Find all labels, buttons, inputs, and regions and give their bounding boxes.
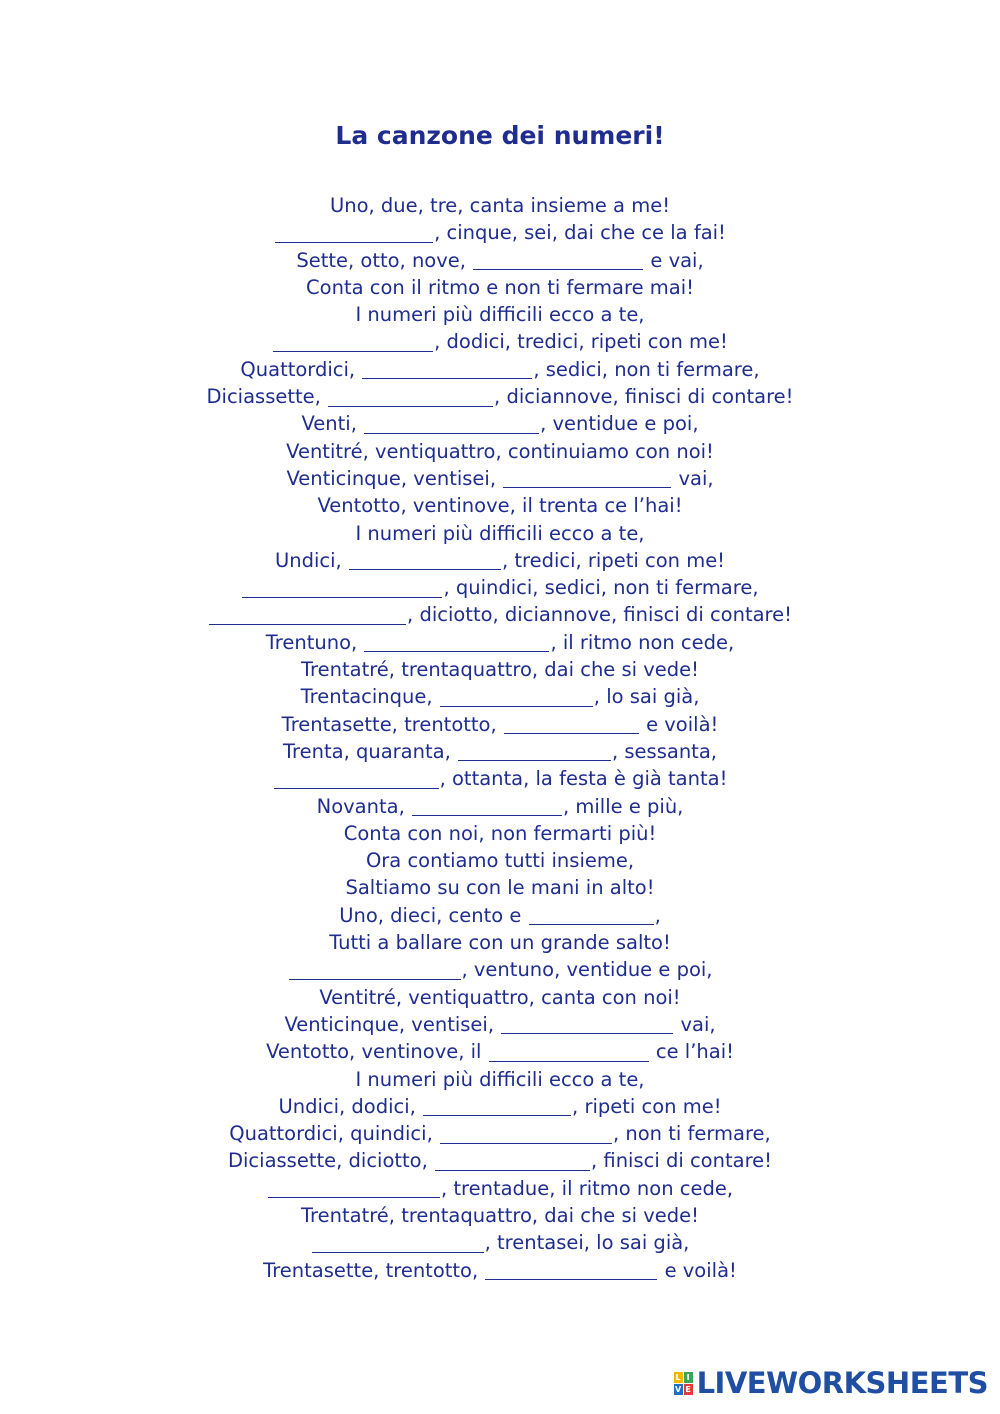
lyric-line bbox=[0, 902, 1000, 929]
lyric-line bbox=[0, 629, 1000, 656]
lyric-line bbox=[0, 383, 1000, 410]
lyric-line bbox=[0, 1202, 1000, 1229]
lyric-text: Trentacinque, bbox=[300, 685, 439, 709]
lyric-line bbox=[0, 301, 1000, 328]
lyric-line bbox=[0, 765, 1000, 792]
answer-blank-input[interactable] bbox=[328, 388, 493, 407]
lyric-line bbox=[0, 929, 1000, 956]
lyric-text: , finisci di contare! bbox=[591, 1149, 772, 1173]
lyric-text: Uno, due, tre, canta insieme a me! bbox=[329, 194, 671, 217]
lyric-line bbox=[0, 328, 1000, 355]
lyric-line bbox=[0, 1257, 1000, 1284]
lyric-text: Trentuno, bbox=[265, 630, 364, 654]
lyric-line bbox=[0, 656, 1000, 683]
lyric-text: , dodici, tredici, ripeti con me! bbox=[434, 330, 728, 354]
lyric-text: e voilà! bbox=[658, 1258, 737, 1282]
answer-blank-input[interactable] bbox=[268, 1180, 440, 1199]
lyric-text: vai, bbox=[672, 466, 714, 490]
lyric-text: Trentasette, trentotto, bbox=[263, 1258, 485, 1282]
lyric-text: Ventotto, ventinove, il trenta ce l’hai! bbox=[317, 494, 683, 518]
lyric-line bbox=[0, 793, 1000, 820]
lyric-text: Quattordici, bbox=[240, 357, 362, 381]
lyric-text: Diciassette, bbox=[206, 385, 328, 409]
answer-blank-input[interactable] bbox=[289, 961, 461, 980]
answer-blank-input[interactable] bbox=[473, 251, 643, 270]
lyric-line bbox=[0, 1229, 1000, 1256]
lyric-text: I numeri più difficili ecco a te, bbox=[355, 1067, 645, 1091]
lyric-text: , diciannove, finisci di contare! bbox=[494, 385, 794, 409]
lyric-text: Sette, otto, nove, bbox=[296, 248, 473, 272]
lyric-line bbox=[0, 574, 1000, 601]
answer-blank-input[interactable] bbox=[501, 1016, 673, 1035]
lyric-line bbox=[0, 847, 1000, 874]
lyric-line bbox=[0, 274, 1000, 301]
answer-blank-input[interactable] bbox=[440, 1125, 612, 1144]
lyric-line bbox=[0, 219, 1000, 246]
lyric-line bbox=[0, 601, 1000, 628]
song-lyrics bbox=[0, 192, 1000, 1284]
lyric-text: ce l’hai! bbox=[649, 1040, 734, 1064]
lyric-text: Venti, bbox=[301, 412, 364, 436]
lyric-line bbox=[0, 465, 1000, 492]
answer-blank-input[interactable] bbox=[364, 634, 549, 653]
brand-name: LIVEWORKSHEETS bbox=[696, 1366, 988, 1400]
lyric-line bbox=[0, 1011, 1000, 1038]
lyric-text: Trenta, quaranta, bbox=[283, 739, 457, 763]
answer-blank-input[interactable] bbox=[364, 415, 539, 434]
lyric-text: Ora contiamo tutti insieme, bbox=[365, 849, 635, 873]
lyric-line bbox=[0, 247, 1000, 274]
lyric-text: , bbox=[654, 903, 661, 927]
lyric-text: Tutti a ballare con un grande salto! bbox=[329, 931, 671, 955]
lyric-text: Saltiamo su con le mani in alto! bbox=[345, 876, 655, 900]
lyric-line bbox=[0, 356, 1000, 383]
lyric-line bbox=[0, 874, 1000, 901]
lyric-line bbox=[0, 984, 1000, 1011]
lyric-text: , sessanta, bbox=[612, 739, 717, 763]
answer-blank-input[interactable] bbox=[485, 1261, 657, 1280]
lyric-text: Ventitré, ventiquattro, continuiamo con noi! bbox=[286, 439, 714, 463]
lyric-line bbox=[0, 438, 1000, 465]
answer-blank-input[interactable] bbox=[362, 361, 532, 380]
lyric-text: Trentatré, trentaquattro, dai che si vede! bbox=[300, 658, 700, 682]
answer-blank-input[interactable] bbox=[529, 907, 654, 926]
lyric-text: e voilà! bbox=[639, 712, 719, 736]
lyric-line bbox=[0, 683, 1000, 710]
lyric-line bbox=[0, 711, 1000, 738]
lyric-text: , lo sai già, bbox=[593, 685, 700, 709]
answer-blank-input[interactable] bbox=[242, 579, 442, 598]
lyric-line bbox=[0, 1120, 1000, 1147]
answer-blank-input[interactable] bbox=[440, 688, 593, 707]
page-title: La canzone dei numeri! bbox=[335, 121, 665, 150]
lyric-text: vai, bbox=[674, 1012, 716, 1036]
lyric-text: Conta con noi, non fermarti più! bbox=[343, 821, 657, 845]
lyric-text: , ventidue e poi, bbox=[540, 412, 699, 436]
lyric-text: Venticinque, ventisei, bbox=[286, 466, 503, 490]
lyric-text: I numeri più difficili ecco a te, bbox=[355, 303, 645, 327]
answer-blank-input[interactable] bbox=[275, 224, 433, 243]
lyric-text: , ripeti con me! bbox=[572, 1094, 722, 1118]
lyric-text: , quindici, sedici, non ti fermare, bbox=[443, 576, 759, 600]
answer-blank-input[interactable] bbox=[435, 1152, 590, 1171]
answer-blank-input[interactable] bbox=[312, 1234, 484, 1253]
lyric-text: , tredici, ripeti con me! bbox=[501, 548, 726, 572]
answer-blank-input[interactable] bbox=[423, 1098, 571, 1117]
answer-blank-input[interactable] bbox=[489, 1043, 649, 1062]
lyric-line bbox=[0, 1175, 1000, 1202]
lyric-text: Novanta, bbox=[316, 794, 411, 818]
lyric-text: Undici, dodici, bbox=[278, 1094, 423, 1118]
lyric-line bbox=[0, 410, 1000, 437]
lyric-line bbox=[0, 956, 1000, 983]
lyric-line bbox=[0, 1066, 1000, 1093]
answer-blank-input[interactable] bbox=[503, 470, 671, 489]
answer-blank-input[interactable] bbox=[504, 716, 639, 735]
answer-blank-input[interactable] bbox=[274, 770, 439, 789]
lyric-line bbox=[0, 192, 1000, 219]
logo-square: V bbox=[674, 1384, 682, 1394]
lyric-text: Trentatré, trentaquattro, dai che si vede! bbox=[300, 1203, 700, 1227]
lyric-text: , il ritmo non cede, bbox=[550, 630, 735, 654]
lyric-text: , trentasei, lo sai già, bbox=[484, 1231, 690, 1255]
lyric-text: Ventotto, ventinove, il bbox=[266, 1040, 488, 1064]
lyric-text: I numeri più difficili ecco a te, bbox=[355, 521, 645, 545]
answer-blank-input[interactable] bbox=[458, 743, 611, 762]
lyric-text: Trentasette, trentotto, bbox=[281, 712, 503, 736]
lyric-text: Uno, dieci, cento e bbox=[339, 903, 528, 927]
lyric-line bbox=[0, 1147, 1000, 1174]
lyric-line bbox=[0, 547, 1000, 574]
liveworksheets-logo-icon bbox=[674, 1372, 693, 1395]
lyric-text: , non ti fermare, bbox=[612, 1122, 771, 1146]
liveworksheets-brand bbox=[674, 1368, 988, 1398]
lyric-text: e vai, bbox=[644, 248, 704, 272]
logo-square: I bbox=[684, 1372, 693, 1383]
lyric-line bbox=[0, 520, 1000, 547]
answer-blank-input[interactable] bbox=[412, 797, 562, 816]
lyric-text: Conta con il ritmo e non ti fermare mai! bbox=[306, 275, 694, 299]
lyric-text: , ottanta, la festa è già tanta! bbox=[439, 767, 728, 791]
answer-blank-input[interactable] bbox=[349, 552, 501, 571]
lyric-line bbox=[0, 820, 1000, 847]
lyric-line bbox=[0, 492, 1000, 519]
lyric-text: , diciotto, diciannove, finisci di contare! bbox=[407, 603, 792, 627]
lyric-text: , sedici, non ti fermare, bbox=[533, 357, 760, 381]
lyric-line bbox=[0, 1038, 1000, 1065]
lyric-text: Ventitré, ventiquattro, canta con noi! bbox=[319, 985, 681, 1009]
lyric-line bbox=[0, 1093, 1000, 1120]
lyric-text: Venticinque, ventisei, bbox=[284, 1012, 501, 1036]
answer-blank-input[interactable] bbox=[209, 606, 406, 625]
lyric-text: Quattordici, quindici, bbox=[229, 1122, 439, 1146]
logo-square: L bbox=[675, 1372, 681, 1382]
logo-square: E bbox=[685, 1384, 691, 1394]
lyric-text: , mille e più, bbox=[562, 794, 684, 818]
answer-blank-input[interactable] bbox=[273, 333, 433, 352]
lyric-text: , ventuno, ventidue e poi, bbox=[461, 958, 713, 982]
lyric-line bbox=[0, 738, 1000, 765]
lyric-text: Diciassette, diciotto, bbox=[228, 1149, 435, 1173]
lyric-text: , cinque, sei, dai che ce la fai! bbox=[434, 221, 726, 245]
lyric-text: , trentadue, il ritmo non cede, bbox=[440, 1176, 734, 1200]
lyric-text: Undici, bbox=[274, 548, 348, 572]
